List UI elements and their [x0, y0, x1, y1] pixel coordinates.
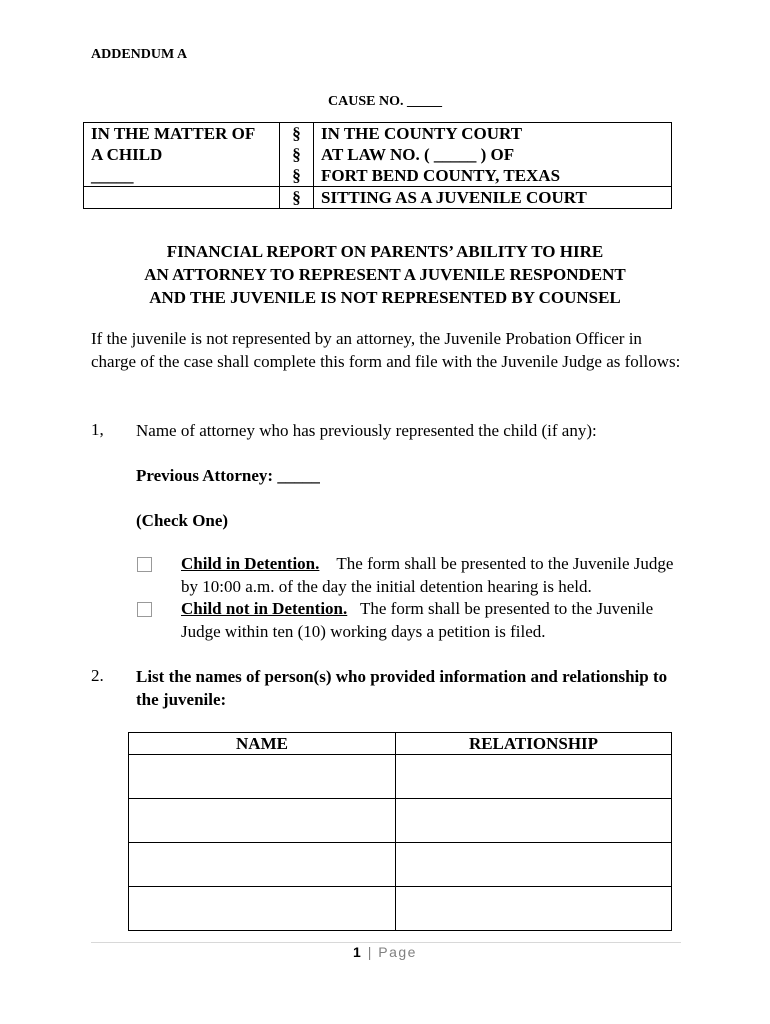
informant-table — [128, 732, 672, 931]
page-separator: | — [367, 944, 373, 960]
addendum-label: ADDENDUM A — [91, 47, 188, 62]
item-1-text: Name of attorney who has previously represented the child (if any): — [136, 421, 597, 440]
caption-right-1: IN THE COUNTY COURT — [321, 124, 523, 143]
relationship-cell[interactable] — [396, 843, 672, 887]
form-title-line-2: AN ATTORNEY TO REPRESENT A JUVENILE RESPONDENT — [144, 265, 626, 284]
table-row — [129, 755, 672, 799]
item-2-text: List the names of person(s) who provided information and relationship to the juvenile: — [136, 667, 668, 709]
child-not-in-detention-label: Child not in Detention. — [181, 599, 348, 618]
relationship-cell[interactable] — [396, 887, 672, 931]
form-title-line-1: FINANCIAL REPORT ON PARENTS’ ABILITY TO HIRE — [166, 242, 604, 261]
section-symbol-2: § — [280, 144, 314, 165]
form-title-line-3: AND THE JUVENILE IS NOT REPRESENTED BY COUNSEL — [149, 288, 621, 307]
form-title — [0, 240, 770, 309]
table-row — [129, 843, 672, 887]
table-row — [129, 887, 672, 931]
relationship-cell[interactable] — [396, 799, 672, 843]
page-label: Page — [378, 944, 417, 960]
name-column-header: NAME — [129, 733, 396, 755]
caption-right-4: SITTING AS A JUVENILE COURT — [314, 187, 672, 209]
section-symbol-3: § — [280, 165, 314, 187]
child-in-detention-text: The form shall be presented to the Juvenile Judge by 10:00 a.m. of the day the initial detention hearing is held. — [181, 554, 674, 596]
caption-left-2: A CHILD — [84, 144, 280, 165]
name-cell[interactable] — [129, 887, 396, 931]
child-in-detention-label: Child in Detention. — [181, 554, 320, 573]
caption-left-3: _____ — [84, 165, 280, 187]
page-number: 1 — [353, 944, 363, 960]
caption-left-1: IN THE MATTER OF — [84, 123, 280, 145]
section-symbol-4: § — [280, 187, 314, 209]
item-1-number: 1, — [91, 420, 104, 439]
section-symbol-1: § — [280, 123, 314, 145]
cause-number — [0, 94, 770, 110]
check-one-label: (Check One) — [136, 511, 229, 530]
previous-attorney-field[interactable]: _____ — [277, 466, 320, 485]
name-cell[interactable] — [129, 755, 396, 799]
informant-table-header — [129, 733, 672, 755]
name-cell[interactable] — [129, 799, 396, 843]
child-not-in-detention-text: The form shall be presented to the Juvenile Judge within ten (10) working days a petition is filed. — [181, 599, 654, 641]
previous-attorney-label: Previous Attorney: — [136, 466, 274, 485]
case-caption-table — [83, 122, 672, 209]
page-footer — [0, 944, 770, 960]
intro-paragraph: If the juvenile is not represented by an attorney, the Juvenile Probation Officer in charge of the case shall complete this form and file with the Juvenile Judge as follows: — [91, 329, 681, 371]
child-not-in-detention-option — [181, 598, 681, 643]
relationship-cell[interactable] — [396, 755, 672, 799]
cause-number-text: CAUSE NO. _____ — [328, 94, 442, 109]
child-in-detention-option — [181, 553, 681, 598]
child-not-in-detention-checkbox[interactable] — [137, 602, 152, 617]
table-row — [129, 799, 672, 843]
item-2-number: 2. — [91, 666, 104, 685]
caption-right-3: FORT BEND COUNTY, TEXAS — [321, 166, 561, 185]
relationship-column-header: RELATIONSHIP — [396, 733, 672, 755]
caption-left-4 — [84, 187, 280, 209]
caption-right-2: AT LAW NO. ( _____ ) OF — [321, 145, 515, 164]
name-cell[interactable] — [129, 843, 396, 887]
child-in-detention-checkbox[interactable] — [137, 557, 152, 572]
previous-attorney — [136, 464, 320, 487]
footer-divider — [91, 942, 681, 943]
